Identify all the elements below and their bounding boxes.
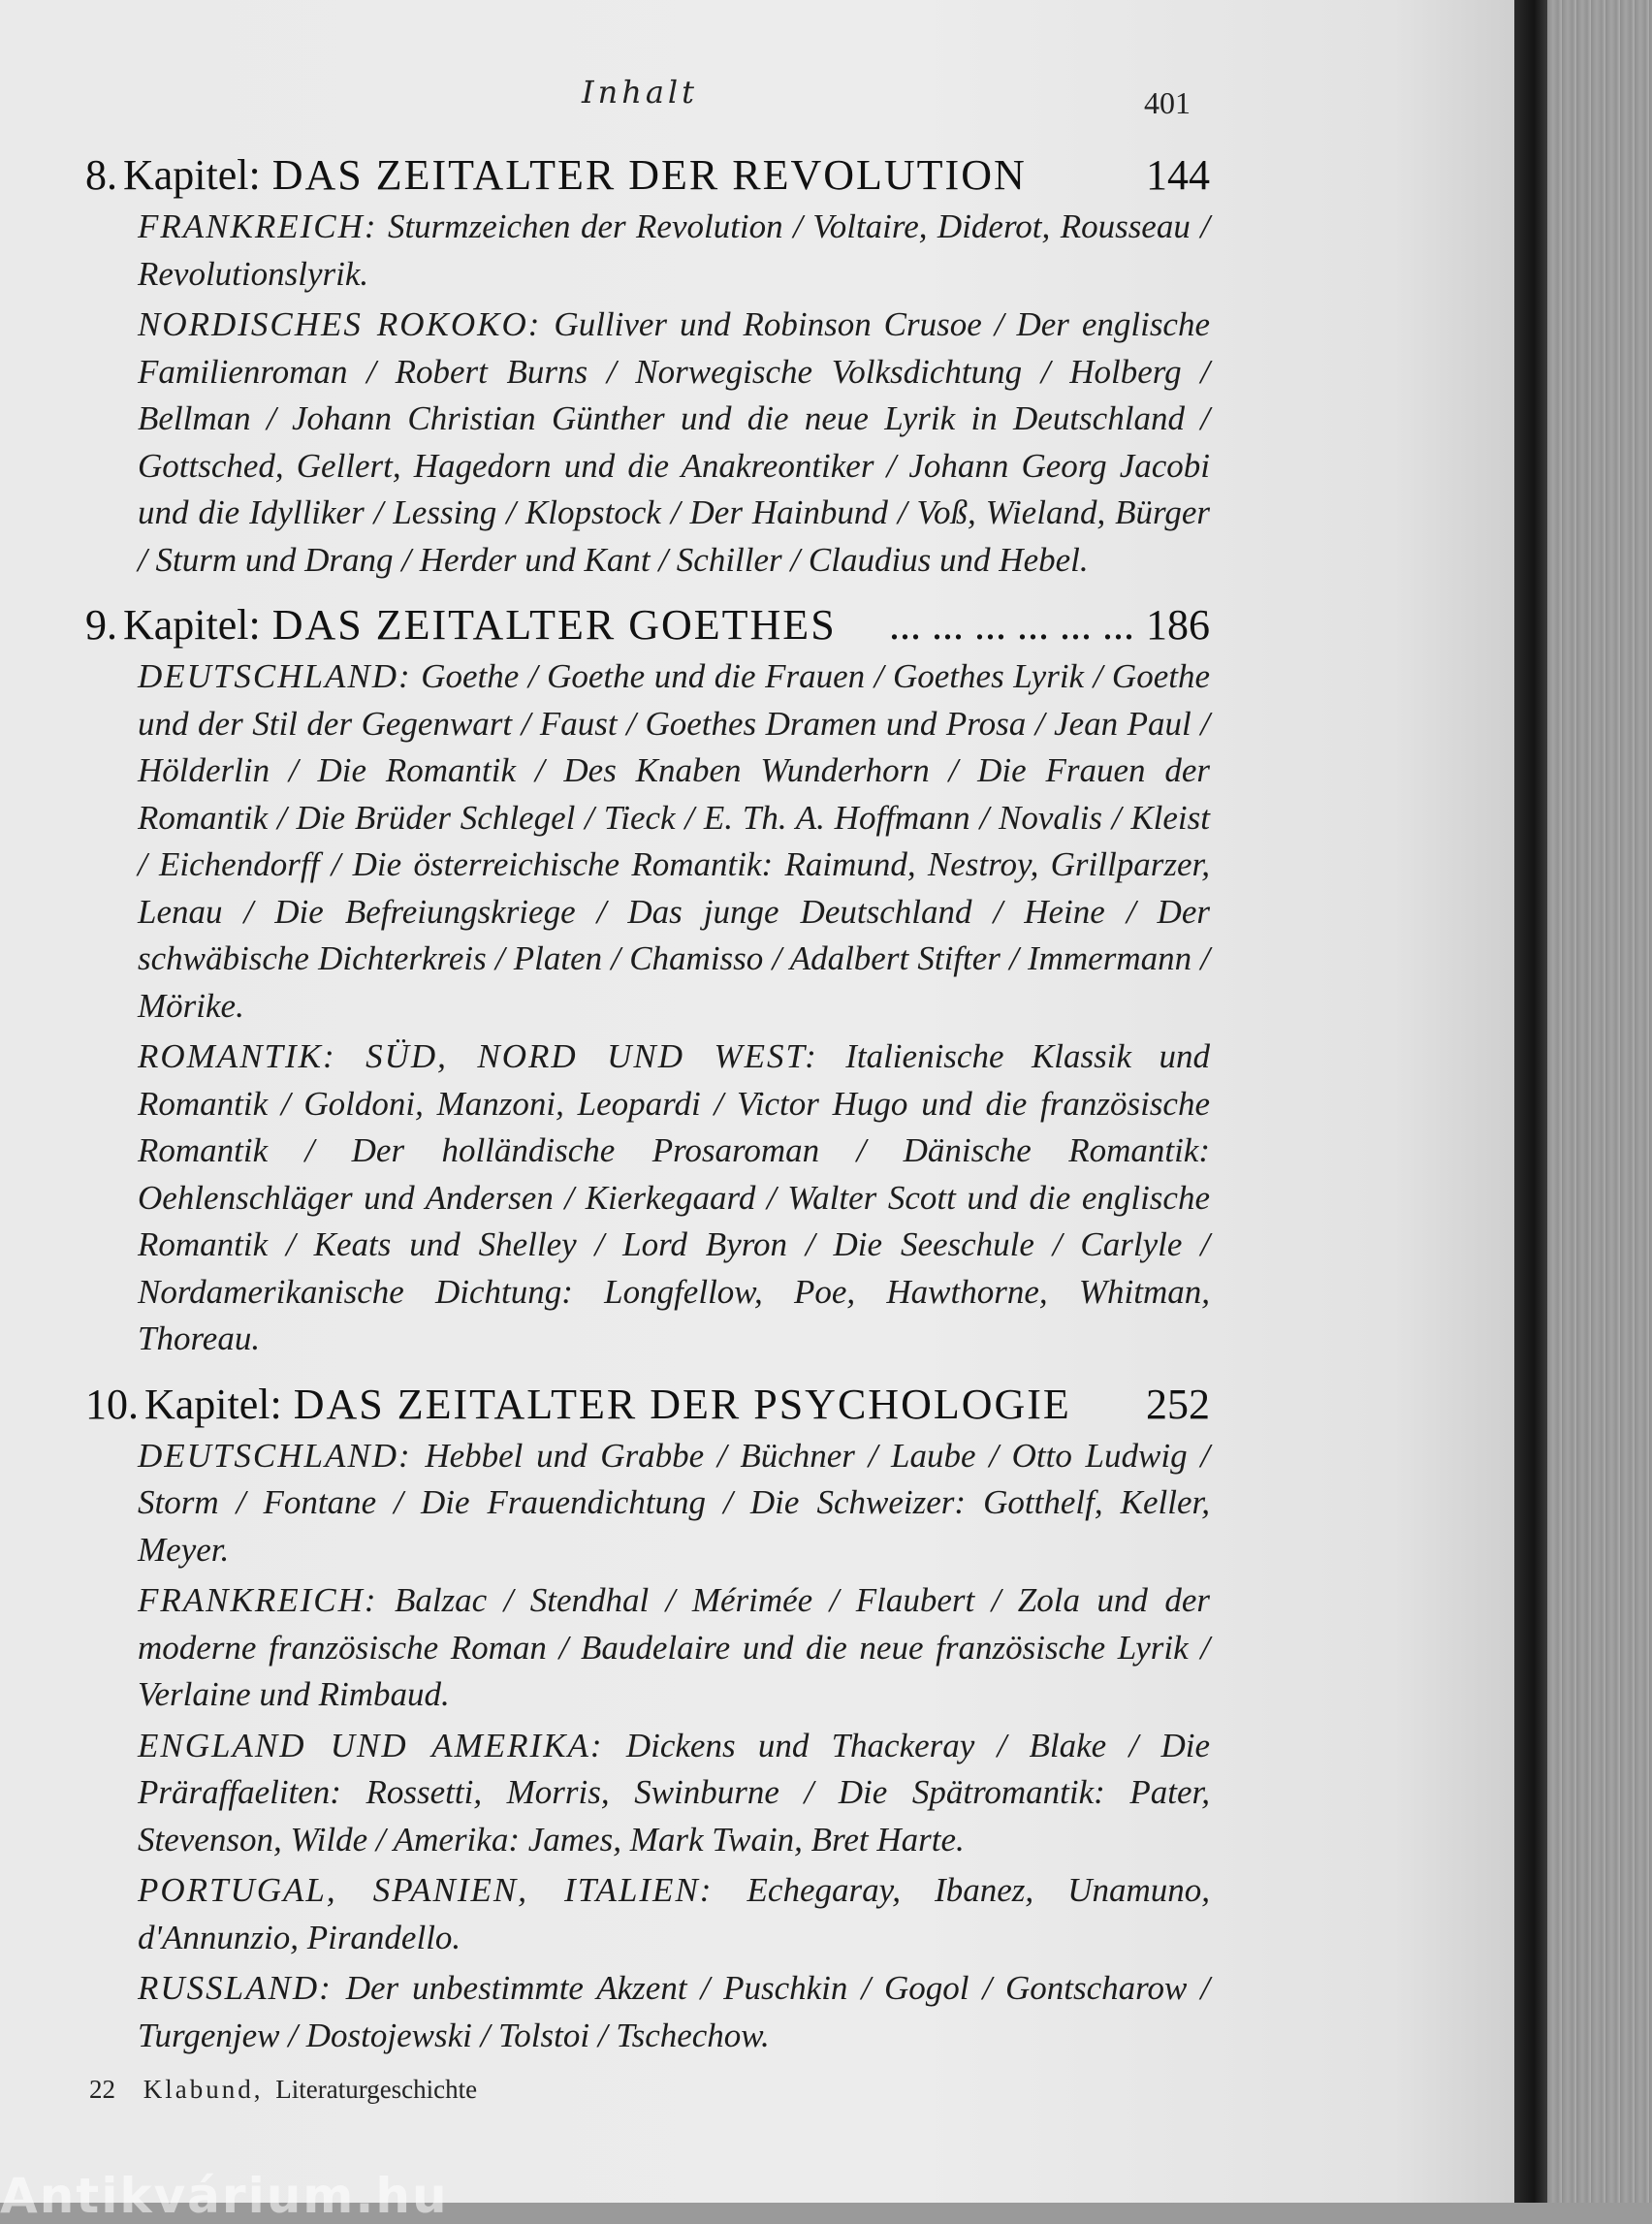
section-frankreich <box>138 1577 1210 1719</box>
chapter-10 <box>85 1377 1210 2060</box>
chapter-word: Kapitel: <box>144 1380 282 1428</box>
chapter-title: DAS ZEITALTER DER PSYCHOLOGIE <box>293 1380 1071 1428</box>
footer-book-title: Literaturgeschichte <box>275 2075 478 2104</box>
section-romantik <box>138 1033 1210 1363</box>
chapter-heading <box>85 147 1210 204</box>
section-body: Goethe / Goethe und die Frauen / Goethes Lyrik / Goethe und der Stil der Gegenwart / Faust / Goethes Dramen und Prosa / Jean Paul / Hölderlin / Die Romantik / Des Knaben Wunderhorn / Die Frauen der Romantik / Die Brüder Schlegel / Tieck / E. Th. A. Hoffmann / Novalis / Kleist / Eichendorff / Die österreichische Romantik: Raimund, Nestroy, Grillparzer, Lenau / Die Befreiungskriege / Das junge Deutschland / Heine / Der schwäbische Dichterkreis / Platen / Chamisso / Adalbert Stifter / Immermann / Mörike. <box>138 657 1210 1025</box>
section-england-amerika <box>138 1723 1210 1864</box>
section-body: Der unbestimmte Akzent / Puschkin / Gogol / Gontscharow / Turgenjew / Dostojewski / Tolstoi / Tschechow. <box>138 1969 1210 2054</box>
section-nordisches-rokoko <box>138 302 1210 584</box>
section-head: ENGLAND UND AMERIKA: <box>138 1726 604 1764</box>
section-head: DEUTSCHLAND: <box>138 1436 412 1475</box>
section-body: Dickens und Thackeray / Blake / Die Präraffaeliten: Rossetti, Morris, Swinburne / Die Spätromantik: Pater, Stevenson, Wilde / Amerika: James, Mark Twain, Bret Harte. <box>138 1726 1210 1859</box>
chapter-number: 8. <box>85 151 117 199</box>
page-footer <box>89 2075 477 2105</box>
chapter-number: 10. <box>85 1380 139 1428</box>
signature-mark: 22 <box>89 2075 115 2104</box>
watermark: Antikvárium.hu <box>0 2168 449 2224</box>
section-head: NORDISCHES ROKOKO: <box>138 305 542 343</box>
section-head: RUSSLAND: <box>138 1969 333 2007</box>
section-head: ROMANTIK: SÜD, NORD UND WEST: <box>138 1037 818 1075</box>
chapter-9 <box>85 597 1210 1363</box>
running-title: Inhalt <box>581 74 699 111</box>
chapter-page: 252 <box>1146 1380 1210 1428</box>
section-deutschland <box>138 653 1210 1030</box>
chapter-number: 9. <box>85 601 117 649</box>
section-frankreich <box>138 204 1210 298</box>
chapter-leader: ... ... ... ... ... ... <box>889 601 1134 649</box>
chapter-heading <box>85 597 1210 653</box>
section-body: Hebbel und Grabbe / Büchner / Laube / Otto Ludwig / Storm / Fontane / Die Frauendichtung / Die Schweizer: Gotthelf, Keller, Meyer. <box>138 1436 1210 1569</box>
section-portugal-spanien-italien <box>138 1867 1210 1961</box>
chapter-8 <box>85 147 1210 584</box>
section-russland <box>138 1965 1210 2059</box>
chapter-word: Kapitel: <box>123 601 261 649</box>
page-edges <box>1547 0 1652 2203</box>
section-head: FRANKREICH: <box>138 1581 378 1619</box>
page-number: 401 <box>1144 85 1191 120</box>
chapter-word: Kapitel: <box>123 151 261 199</box>
section-body: Echegaray, Ibanez, Unamuno, d'Annunzio, Pirandello. <box>138 1871 1210 1956</box>
chapter-page: 186 <box>1146 601 1210 649</box>
section-deutschland <box>138 1433 1210 1574</box>
section-body: Gulliver und Robinson Crusoe / Der englische Familienroman / Robert Burns / Norwegische Volksdichtung / Holberg / Bellman / Johann Christian Günther und die neue Lyrik in Deutschland / Gottsched, Gellert, Hagedorn und die Anakreontiker / Johann Georg Jacobi und die Idylliker / Lessing / Klopstock / Der Hainbund / Voß, Wieland, Bürger / Sturm und Drang / Herder und Kant / Schiller / Claudius und Hebel. <box>138 305 1211 579</box>
section-body: Balzac / Stendhal / Mérimée / Flaubert / Zola und der moderne französische Roman / Baudelaire und die neue französische Lyrik / Verlaine und Rimbaud. <box>138 1581 1210 1713</box>
section-head: PORTUGAL, SPANIEN, ITALIEN: <box>138 1871 714 1909</box>
book-spine <box>1514 0 1547 2203</box>
chapter-heading <box>85 1377 1210 1433</box>
section-head: DEUTSCHLAND: <box>138 657 412 695</box>
chapter-page: 144 <box>1146 151 1210 199</box>
section-body: Sturmzeichen der Revolution / Voltaire, Diderot, Rousseau / Revolutionslyrik. <box>138 207 1210 293</box>
section-body: Italienische Klassik und Romantik / Goldoni, Manzoni, Leopardi / Victor Hugo und die französische Romantik / Der holländische Prosaroman / Dänische Romantik: Oehlenschläger und Andersen / Kierkegaard / Walter Scott und die englische Romantik / Keats und Shelley / Lord Byron / Die Seeschule / Carlyle / Nordamerikanische Dichtung: Longfellow, Poe, Hawthorne, Whitman, Thoreau. <box>138 1037 1210 1357</box>
table-of-contents <box>85 147 1210 2073</box>
chapter-title: DAS ZEITALTER DER REVOLUTION <box>271 151 1027 199</box>
footer-author: Klabund, <box>143 2075 264 2104</box>
chapter-title: DAS ZEITALTER GOETHES <box>271 601 837 649</box>
section-head: FRANKREICH: <box>138 207 378 245</box>
